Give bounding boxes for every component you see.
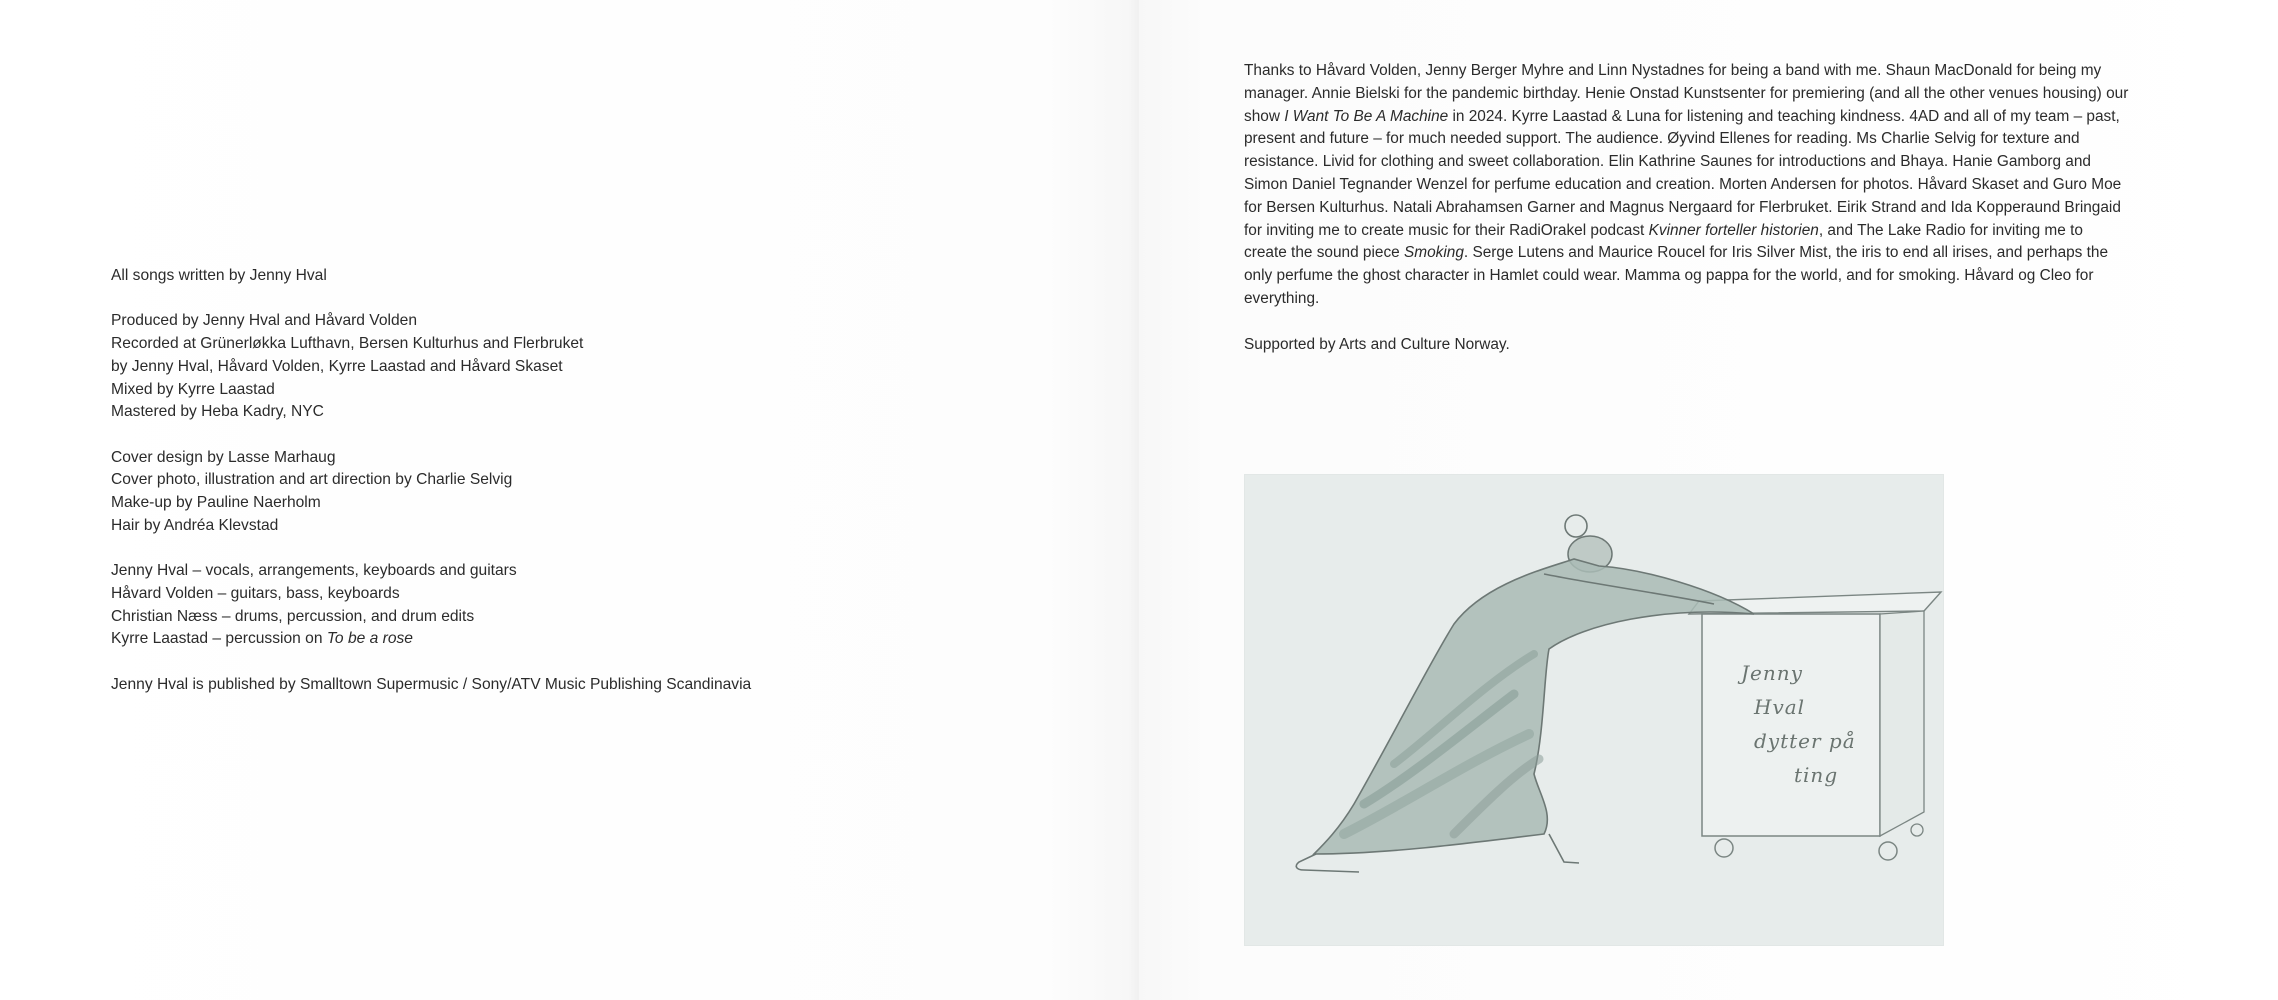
supported-by: Supported by Arts and Culture Norway. <box>1244 335 1510 353</box>
illustration-drawing <box>1244 474 1944 946</box>
credits-production <box>111 310 1011 424</box>
credit-line: Cover photo, illustration and art direction by Charlie Selvig <box>111 471 513 489</box>
podcast-title: Kvinner forteller historien <box>1648 221 1819 239</box>
table-box <box>1702 614 1880 836</box>
credit-line: All songs written by Jenny Hval <box>111 267 327 284</box>
credit-line: Mixed by Kyrre Laastad <box>111 380 275 398</box>
thanks-text: . Serge Lutens and Maurice Roucel for Iris Silver Mist, the iris to end all irises, and perhaps the only perfume the ghost character in Hamlet could wear. Mamma og pappa for the world, and for smoking. Håvard og Cleo for everything. <box>1244 244 2109 307</box>
credits-block <box>111 265 1011 719</box>
credits-musicians <box>111 560 1011 651</box>
left-foot <box>1296 854 1359 872</box>
credits-publishing <box>111 674 1011 697</box>
thanks-block <box>1244 60 2129 379</box>
credit-text: Kyrre Laastad – percussion on <box>111 630 327 648</box>
thanks-text: Thanks to Håvard Volden, Jenny Berger Myhre and Linn Nystadnes for being a band with me. Shaun MacDonald for being my manager. Annie Bielski for the pandemic birthday. Henie Onstad Kunstsenter for premiering (and all the other venues housing) our show <box>1244 62 2129 125</box>
table-side <box>1880 611 1924 836</box>
credit-line: Recorded at Grünerløkka Lufthavn, Bersen Kulturhus and Flerbruket <box>111 335 584 353</box>
credit-line: Jenny Hval – vocals, arrangements, keyboards and guitars <box>111 562 517 580</box>
handwriting-line: ting <box>1794 763 1839 787</box>
credit-line: Jenny Hval is published by Smalltown Supermusic / Sony/ATV Music Publishing Scandinavia <box>111 675 752 693</box>
credit-line <box>111 628 1011 651</box>
wheel <box>1715 839 1733 857</box>
credit-line: Make-up by Pauline Naerholm <box>111 494 321 511</box>
handwriting-line: Jenny <box>1741 661 1803 685</box>
credit-line: by Jenny Hval, Håvard Volden, Kyrre Laastad and Håvard Skaset <box>111 357 563 375</box>
credits-design <box>111 447 1011 538</box>
handwriting-line: dytter på <box>1754 729 1856 753</box>
credit-line: Christian Næss – drums, percussion, and drum edits <box>111 607 475 625</box>
wheel <box>1911 824 1923 836</box>
credit-line: Hair by Andréa Klevstad <box>111 516 279 534</box>
wheel <box>1879 842 1897 860</box>
handwriting-line: Hval <box>1754 695 1806 719</box>
credit-line: Mastered by Heba Kadry, NYC <box>111 403 324 421</box>
drawing-svg <box>1244 474 1944 946</box>
credits-songwriting <box>111 265 1011 288</box>
song-title: To be a rose <box>326 630 413 648</box>
sound-piece-title: Smoking <box>1404 244 1464 262</box>
thanks-paragraph <box>1244 60 2129 311</box>
show-title: I Want To Be A Machine <box>1284 107 1449 125</box>
credit-line: Produced by Jenny Hval and Håvard Volden <box>111 312 418 330</box>
thanks-text: , and The Lake Radio for inviting me to create the sound piece <box>1244 221 2083 262</box>
credit-line: Cover design by Lasse Marhaug <box>111 448 336 466</box>
hair-bun <box>1565 515 1587 537</box>
credit-line: Håvard Volden – guitars, bass, keyboards <box>111 584 400 602</box>
right-leg <box>1549 834 1579 863</box>
thanks-text: in 2024. Kyrre Laastad & Luna for listening and teaching kindness. 4AD and all of my team – past, present and future – for much needed support. The audience. Øyvind Ellenes for reading. Ms Charlie Selvig for texture and resistance. Livid for clothing and sweet collaboration. Elin Kathrine Saunes for introductions and Bhaya. Hanie Gamborg and Simon Daniel Tegnander Wenzel for perfume education and creation. Morten Andersen for photos. Håvard Skaset and Guro Moe for Bersen Kulturhus. Natali Abrahamsen Garner and Magnus Nergaard for Flerbruket. Eirik Strand and Ida Kopperaund Bringaid for inviting me to create music for their RadiOrakel podcast <box>1244 107 2122 239</box>
